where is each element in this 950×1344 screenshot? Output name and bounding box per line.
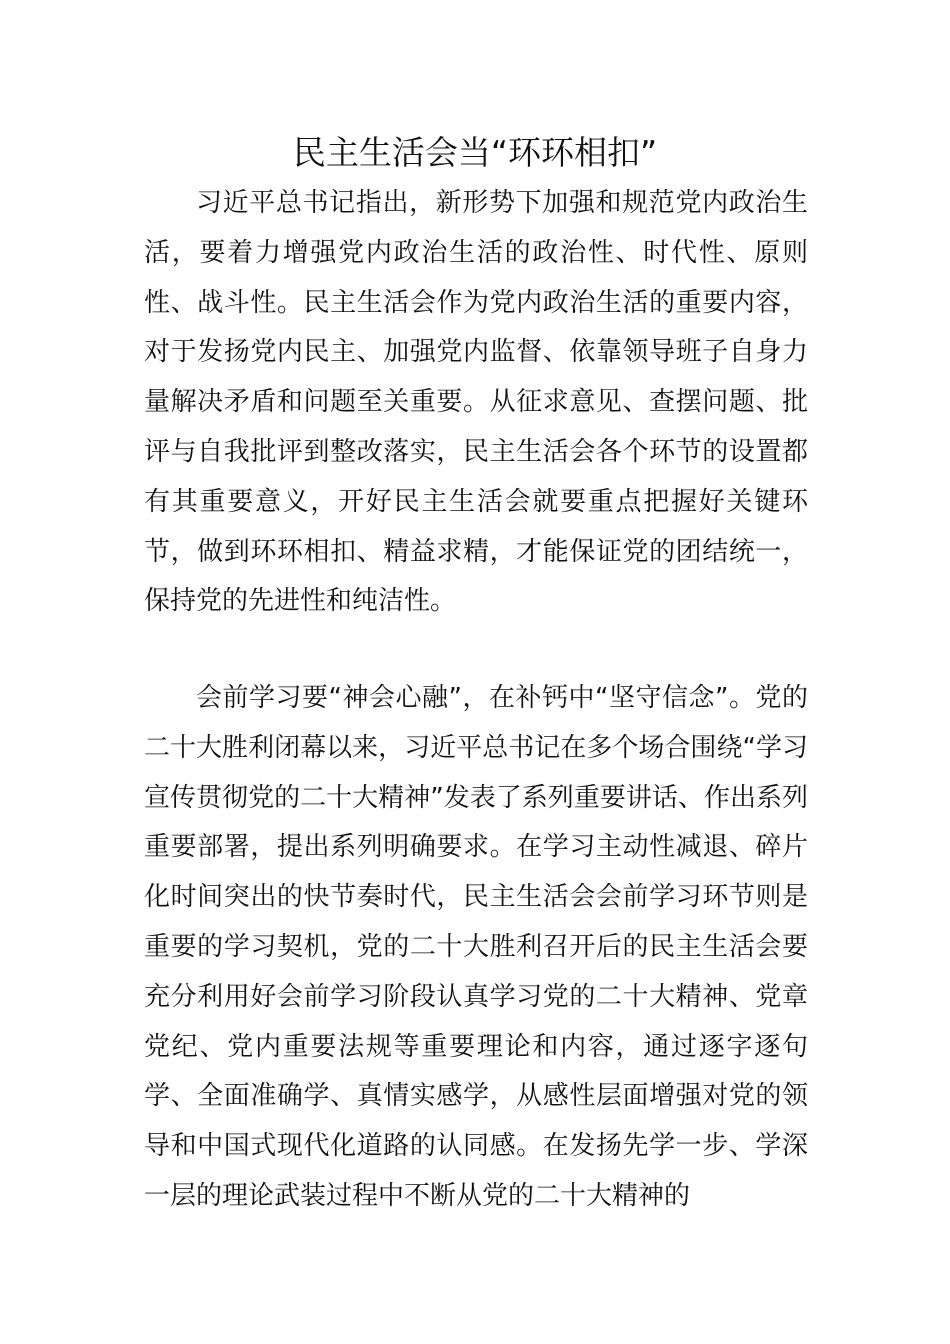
document-title: 民主生活会当“环环相扣” <box>292 133 658 172</box>
paragraph: 会前学习要“神会心融”，在补钙中“坚守信念”。党的二十大胜利闭幕以来，习近平总书记在多个场合围绕“学习宣传贯彻党的二十大精神”发表了系列重要讲话、作出系列重要部署，提出系列明确要求。在学习主动性减退、碎片化时间突出的快节奏时代，民主生活会会前学习环节则是重要的学习契机，党的二十大胜利召开后的民主生活会要充分利用好会前学习阶段认真学习党的二十大精神、党章党纪、党内重要法规等重要理论和内容，通过逐字逐句学、全面准确学、真情实感学，从感性层面增强对党的领导和中国式现代化道路的认同感。在发扬先学一步、学深一层的理论武装过程中不断从党的二十大精神的 <box>144 683 808 1211</box>
paragraph: 习近平总书记指出，新形势下加强和规范党内政治生活，要着力增强党内政治生活的政治性、时代性、原则性、战斗性。民主生活会作为党内政治生活的重要内容，对于发扬党内民主、加强党内监督、依靠领导班子自身力量解决矛盾和问题至关重要。从征求意见、查摆问题、批评与自我批评到整改落实，民主生活会各个环节的设置都有其重要意义，开好民主生活会就要重点把握好关键环节，做到环环相扣、精益求精，才能保证党的团结统一，保持党的先进性和纯洁性。 <box>144 188 808 617</box>
